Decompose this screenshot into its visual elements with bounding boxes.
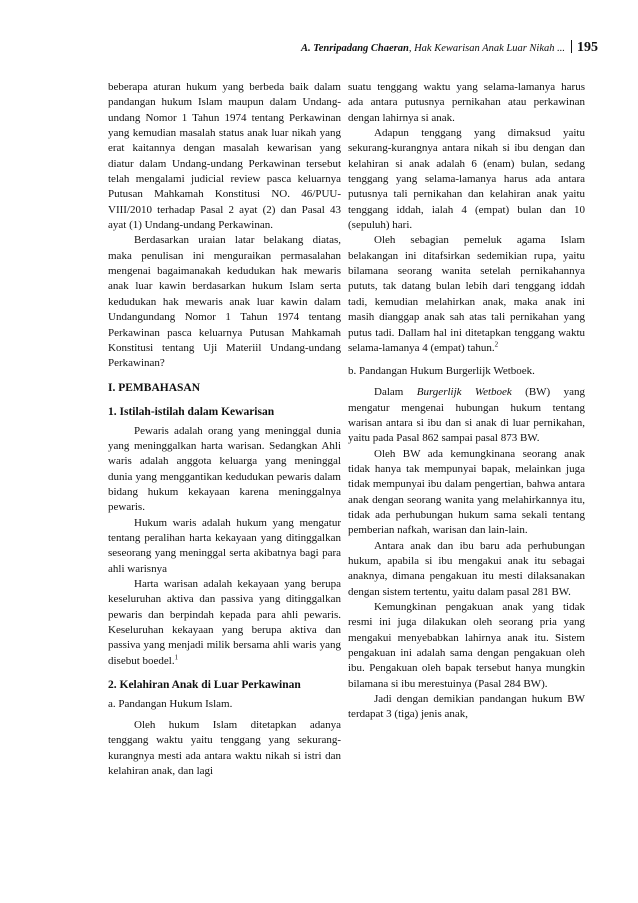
paragraph-text: Harta warisan adalah kekayaan yang berupa keseluruhan aktiva dan passiva yang ditinggalkan pewaris dan berpindah kepada para ahli pewaris. Keseluruhan kekayaan yang berupa aktiva dan passiva yang menjadi milik bersama ahli waris yang disebut boedel. [108, 577, 341, 667]
running-header [301, 40, 598, 56]
footnote-marker: 2 [494, 340, 499, 349]
emphasis-term: Burgerlijk Wetboek [416, 386, 512, 399]
paragraph: Antara anak dan ibu baru ada perhubungan hukum, apabila si ibu mengakui anak itu sebagai anaknya, dimana pengakuan itu mesti dilaksanakan dengan sistem tertentu, yaitu dalam pasal 281 BW. [348, 539, 585, 598]
paragraph: Jadi dengan demikian pandangan hukum BW terdapat 3 (tiga) jenis anak, [348, 693, 585, 721]
paragraph-text: (BW) yang mengatur mengenai hubungan hukum tentang warisan antara si ibu dan si anak di luar pernikahan, yaitu pada Pasal 862 sampai pasal 873 BW. [348, 386, 585, 445]
spacer [348, 356, 585, 362]
paragraph: suatu tenggang waktu yang selama-lamanya harus ada antara putusnya pernikahan atau perkawinan dengan lahirnya si anak. [348, 81, 585, 124]
paragraph: Kemungkinan pengakuan anak yang tidak resmi ini juga dilakukan oleh seorang pria yang mengakui menyebabkan lahirnya anak itu. Sistem pengakuan ini adalah sama dengan pengakuan oleh ibu. Pengakuan oleh bapak tersebut hanya mungkin bilamana si ibu merestuinya (Pasal 284 BW). [348, 601, 585, 690]
section-heading: I. PEMBAHASAN [108, 381, 201, 394]
paragraph: Oleh BW ada kemungkinana seorang anak tidak hanya tak mempunyai bapak, melainkan juga tidak mempunyai ibu dalam pengertian, bahwa antara anak dengan seorang wanita yang melahirkannya itu, tidak ada perhubungan hukum sama sekali tentang pemberian nafkah, warisan dan lain-lain. [348, 447, 585, 537]
paragraph [348, 385, 585, 446]
header-article-title: , Hak Kewarisan Anak Luar Nikah ... [408, 43, 565, 54]
paragraph: beberapa aturan hukum yang berbeda baik dalam pandangan hukum Islam maupun dalam Undang-undang Nomor 1 Tahun 1974 tentang Perkawinan yang kemudian masalah status anak luar nikah yang erat kaitannya dengan masalah kewarisan yang diatur dalam Undang-undang Perkawinan tersebut telah mengalami judicial review pasca keluarnya Putusan Mahkamah Konstitusi NO. 46/PUU-VIII/2010 terhadap Pasal 2 ayat (2) dan Pasal 43 ayat (1) Undang-undang Perkawinan. [108, 81, 341, 232]
subsection-heading: 1. Istilah-istilah dalam Kewarisan [108, 405, 275, 418]
paragraph: Pewaris adalah orang yang meninggal dunia yang meninggalkan harta warisan. Sedangkan Ahli waris adalah anggota keluarga yang meninggal dunia yang menggantikan kedudukan pewaris dalam bidang hukum kekayaan karena meninggalnya pewaris. [108, 424, 341, 514]
paragraph: Berdasarkan uraian latar belakang diatas, maka penulisan ini menguraikan permasalahan mengenai bagaimanakah kedudukan hak mewaris anak luar kawin berdasarkan hukum Islam serta kedudukan hak mewaris anak luar kawin dalam Undangundang Nomor 1 Tahun 1974 tentang Perkawinan pasca keluarnya Putusan Mahkamah Konstitusi tentang Uji Materiil Undang-undang Perkawinan? [108, 234, 341, 370]
footnote-marker: 1 [174, 653, 179, 662]
paragraph-with-footnote [348, 233, 585, 356]
paragraph: Hukum waris adalah hukum yang mengatur tentang peralihan harta kekayaan yang ditinggalkan seseorang yang meninggal serta akibatnya bagi para ahli warisnya [108, 516, 341, 575]
paragraph-text: Oleh sebagian pemeluk agama Islam belakangan ini ditafsirkan sedemikian rupa, yaitu bilamana seorang wanita setelah pernikahannya pututs, tak datang bulan lebih dari tenggang iddah tadi, kemudian melahirkan anak, maka anak ini masih dianggap anak sah atas tali pernikahan yang putus tadi. Dallam hal ini ditetapkan tenggang waktu selama-lamanya 4 (empat) tahun. [348, 234, 585, 354]
subsection-heading: 2. Kelahiran Anak di Luar Perkawinan [108, 679, 301, 692]
paragraph: Oleh hukum Islam ditetapkan adanya tenggang waktu yaitu tenggang yang sekurang-kurangnya mesti ada antara waktu nikah si istri dan kelahiran anak, dan lagi [108, 719, 341, 778]
paragraph-text: Dalam [374, 386, 417, 399]
page-number: 195 [577, 40, 598, 55]
header-divider [571, 40, 572, 53]
paragraph: Adapun tenggang yang dimaksud yaitu sekurang-kurangnya antara nikah si ibu dengan dan kelahiran si anak adalah 6 (enam) bulan, sedang tenggang yang selama-lamanya harus ada antara putusnya tali pernikahan dan kelahiran anak yaitu tenggang iddah, ialah 4 (empat) bulan dan 10 (sepuluh) hari. [348, 127, 585, 232]
left-column [108, 80, 341, 779]
paragraph-with-footnote [108, 577, 341, 669]
subsection-heading: a. Pandangan Hukum Islam. [108, 698, 233, 711]
header-authors: A. Tenripadang Chaeran [300, 43, 409, 54]
right-column [348, 80, 585, 723]
subsection-heading: b. Pandangan Hukum Burgerlijk Wetboek. [348, 365, 535, 378]
